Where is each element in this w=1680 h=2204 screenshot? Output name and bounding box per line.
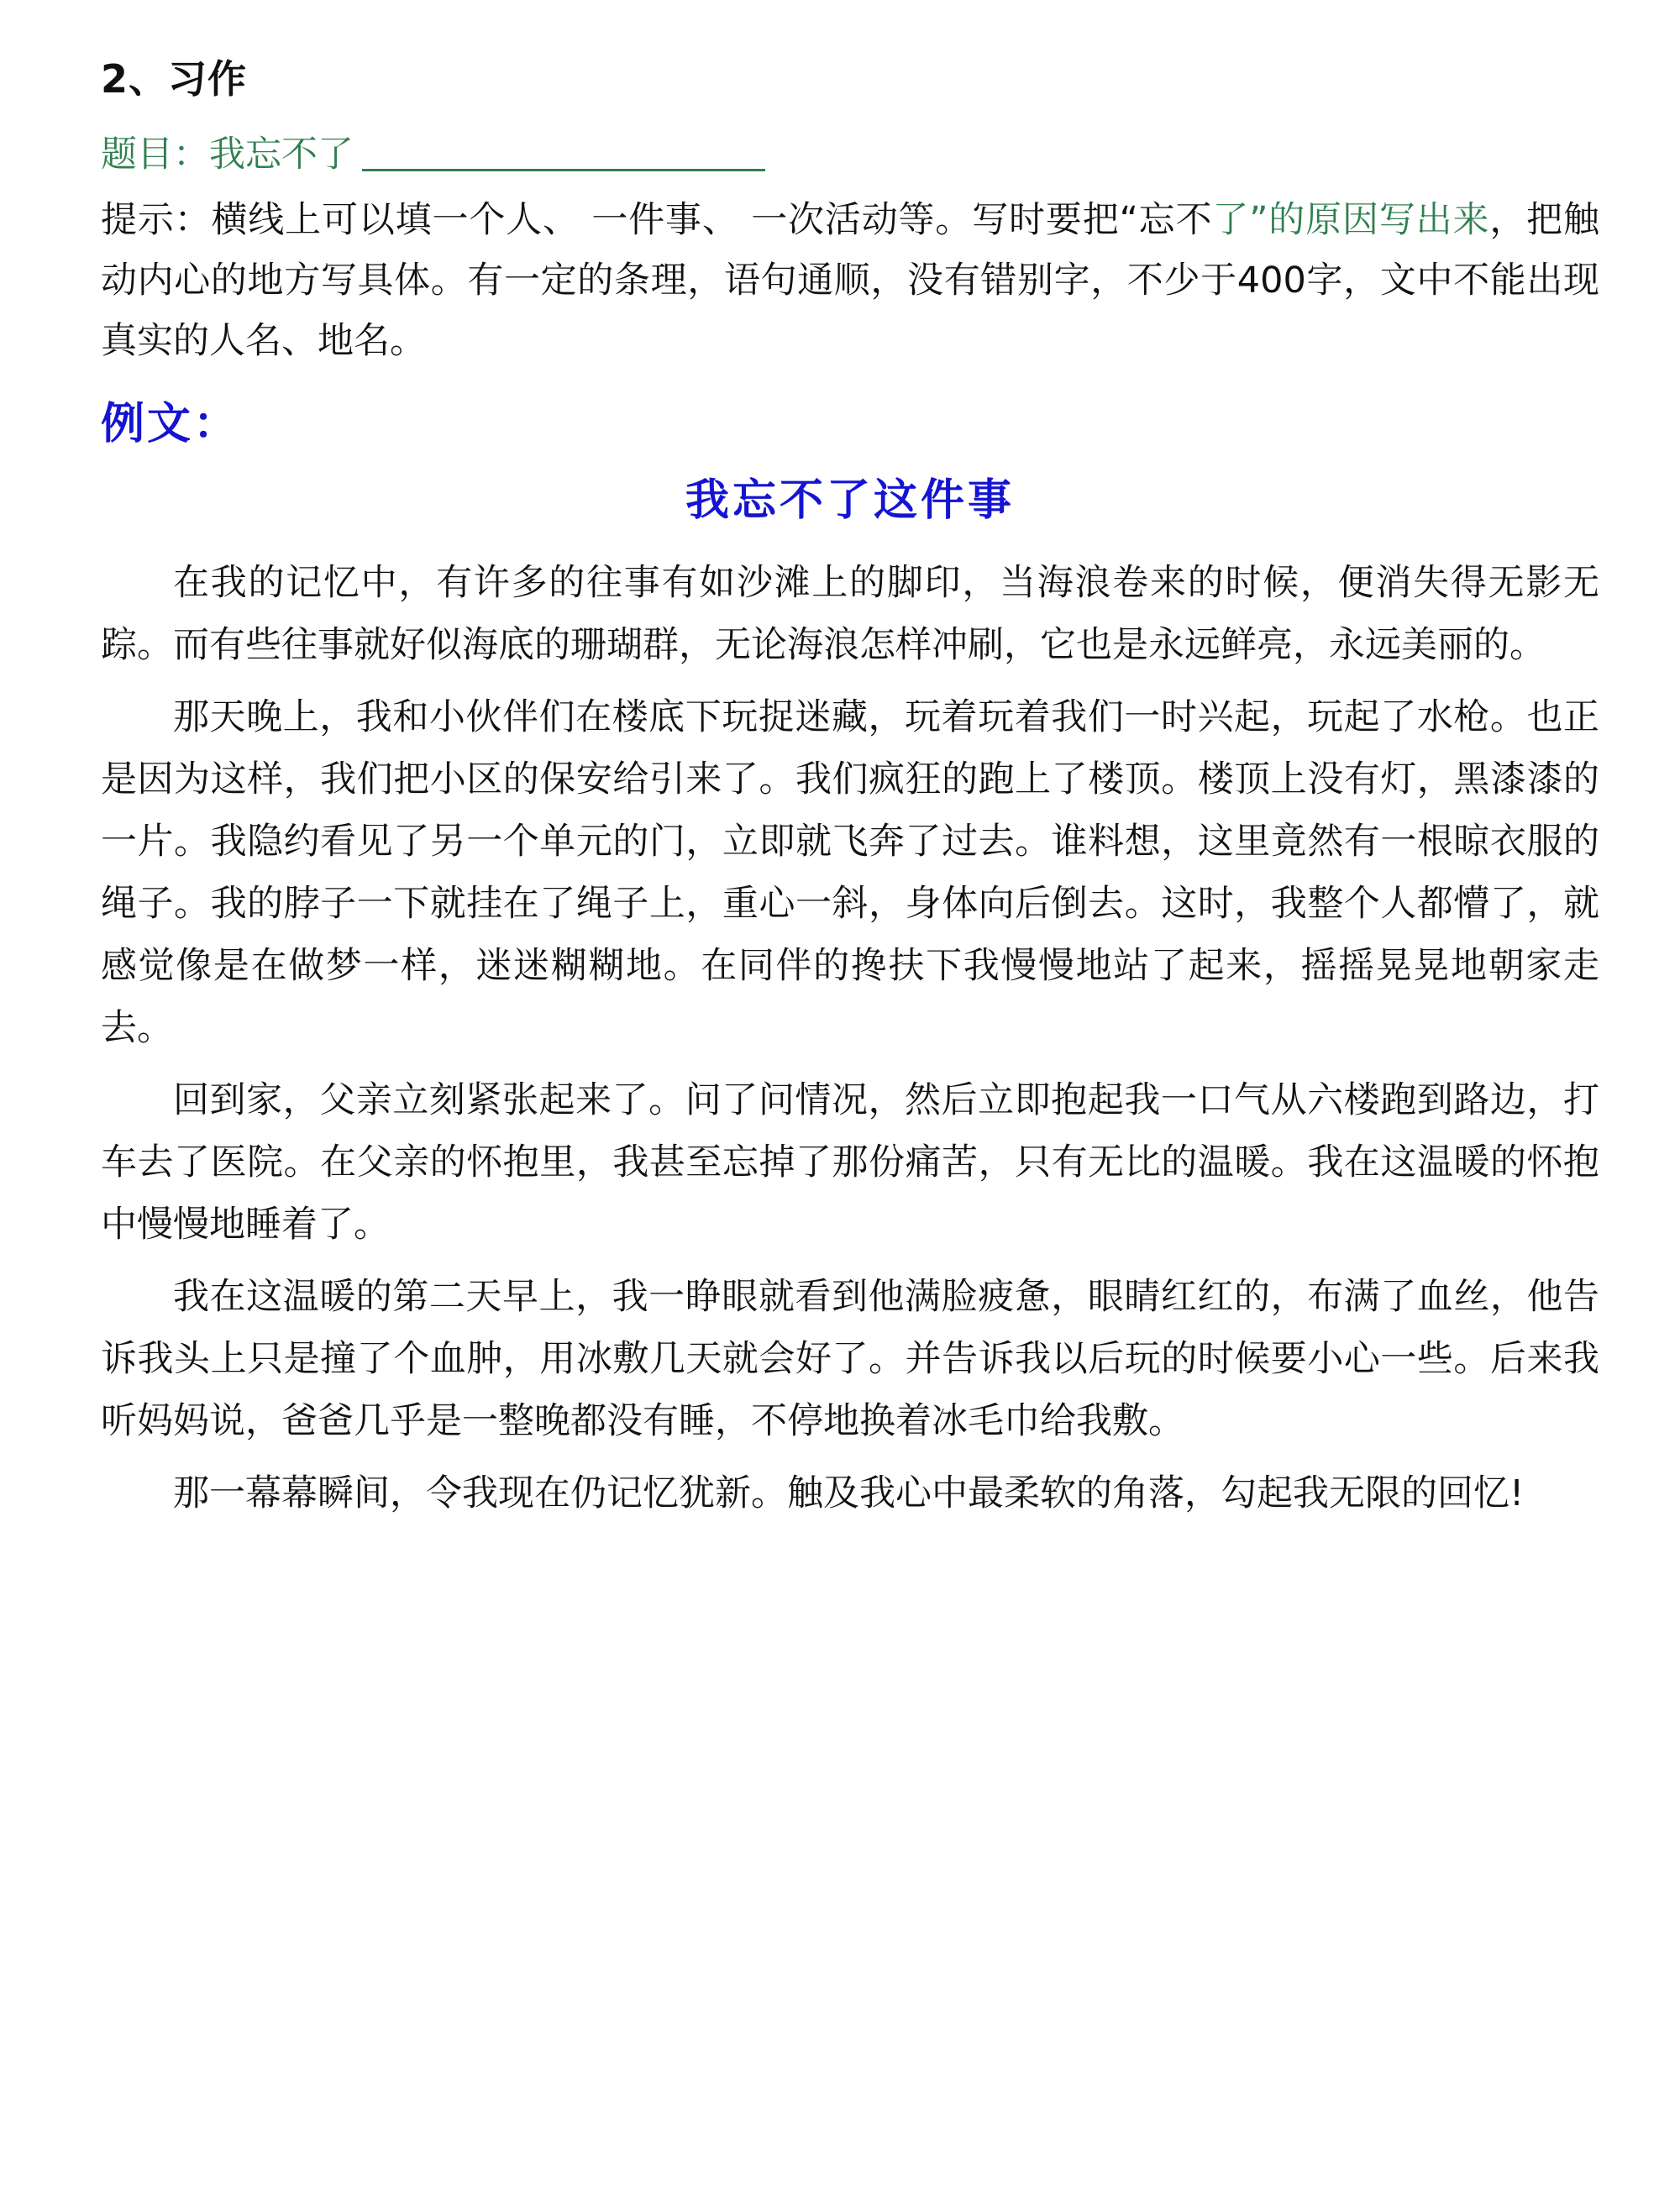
prompt-title-line	[101, 126, 1599, 185]
essay-paragraph: 那天晚上，我和小伙伴们在楼底下玩捉迷藏，玩着玩着我们一时兴起，玩起了水枪。也正是因为这样，我们把小区的保安给引来了。我们疯狂的跑上了楼顶。楼顶上没有灯，黑漆漆的一片。我隐约看见了另一个单元的门，立即就飞奔了过去。谁料想，这里竟然有一根晾衣服的绳子。我的脖子一下就挂在了绳子上，重心一斜，身体向后倒去。这时，我整个人都懵了，就感觉像是在做梦一样，迷迷糊糊地。在同伴的搀扶下我慢慢地站了起来，摇摇晃晃地朝家走去。	[101, 696, 1599, 1050]
hint-green-part: 了”的原因写出来	[1212, 198, 1490, 241]
essay-paragraph: 在我的记忆中，有许多的往事有如沙滩上的脚印，当海浪卷来的时候，便消失得无影无踪。而有些往事就好似海底的珊瑚群，无论海浪怎样冲刷，它也是永远鲜亮，永远美丽的。	[101, 562, 1599, 667]
section-heading: 2、习作	[101, 56, 248, 102]
hint-block	[101, 190, 1599, 372]
essay-title: 我忘不了这件事	[685, 475, 1015, 527]
prompt-title: 我忘不了	[209, 134, 354, 176]
essay-paragraph: 我在这温暖的第二天早上，我一睁眼就看到他满脸疲惫，眼睛红红的，布满了血丝，他告诉我头上只是撞了个血肿，用冰敷几天就会好了。并告诉我以后玩的时候要小心一些。后来我听妈妈说，爸爸几乎是一整晚都没有睡，不停地换着冰毛巾给我敷。	[101, 1275, 1599, 1442]
essay-paragraph: 那一幕幕瞬间，令我现在仍记忆犹新。触及我心中最柔软的角落，勾起我无限的回忆!	[173, 1472, 1525, 1514]
example-label: 例文：	[101, 399, 240, 450]
hint-rest: ，把触动内心的地方写具体。有一定的条理，语句通顺，没有错别字，不少于400字，文中不能出现真实的人名、地名。	[101, 198, 1599, 363]
essay-paragraph: 回到家，父亲立刻紧张起来了。问了问情况，然后立即抱起我一口气从六楼跑到路边，打车去了医院。在父亲的怀抱里，我甚至忘掉了那份痛苦，只有无比的温暖。我在这温暖的怀抱中慢慢地睡着了。	[101, 1078, 1599, 1246]
prompt-blank	[362, 169, 765, 171]
prompt-label: 题目：	[101, 134, 209, 176]
hint-lead: 提示：横线上可以填一个人、 一件事、 一次活动等。写时要把“忘不	[101, 198, 1213, 241]
